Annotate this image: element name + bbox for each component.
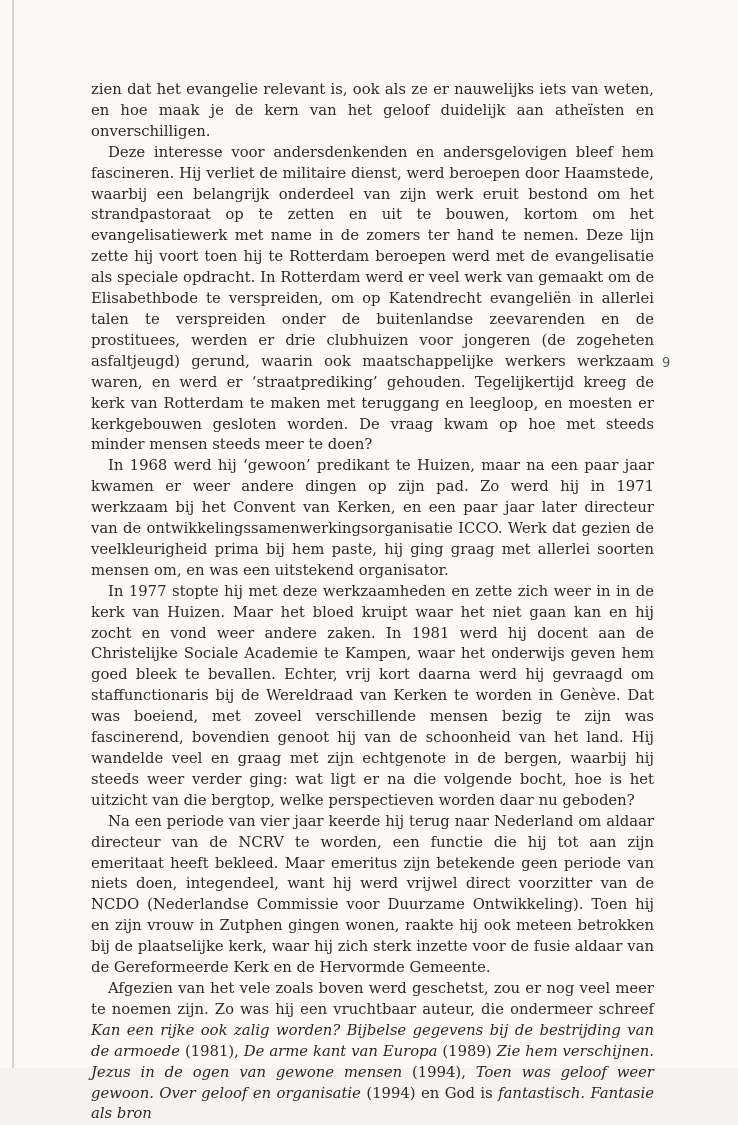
book-title: Toen was geloof weer gewoon. Over geloof en organisatie (91, 1063, 654, 1102)
book-title: De arme kant van Europa (243, 1042, 438, 1060)
page-gutter-line (12, 0, 14, 1068)
paragraph: In 1968 werd hij ‘gewoon’ predikant te Huizen, maar na een paar jaar kwamen er weer andere dingen op zijn pad. Zo werd hij in 1971 werkzaam bij het Convent van Kerken, en een paar jaar later directeur van de ontwikkelingssamenwerkingsorganisatie ICCO. Werk dat gezien de veelkleurigheid prima bij hem paste, hij ging graag met allerlei soorten mensen om, en was een uitstekend organisator. (91, 457, 654, 579)
text-run: (1981), (180, 1042, 244, 1060)
paragraph: Deze interesse voor andersdenkenden en andersgelovigen bleef hem fascineren. Hij verliet de militaire dienst, werd beroepen door Haamstede, waarbij een belangrijk onderdeel van zijn werk eruit bestond om het strandpastoraat op te zetten en uit te bouwen, kortom om het evangelisatiewerk met name in de zomers ter hand te nemen. Deze lijn zette hij voort toen hij te Rotterdam beroepen werd met de evangelisatie als speciale opdracht. In Rotterdam werd er veel werk van gemaakt om de Elisabethbode te verspreiden, om op Katendrecht evangeliën in allerlei talen te verspreiden onder de buitenlandse zeevarenden en de prostituees, werden er drie clubhuizen voor jongeren (de zogeheten asfaltjeugd) gerund, waarin ook maatschappelijke werkers werkzaam waren, en werd er ‘straatprediking’ gehouden. Tegelijkertijd kreeg de kerk van Rotterdam te maken met teruggang en leegloop, en moesten er kerkgebouwen gesloten worden. De vraag kwam op hoe met steeds minder mensen steeds meer te doen? (91, 143, 654, 454)
text-run: (1989) (437, 1042, 497, 1060)
body-text (91, 80, 654, 1125)
paragraph: In 1977 stopte hij met deze werkzaamheden en zette zich weer in in de kerk van Huizen. Maar het bloed kruipt waar het niet gaan kan en hij zocht en vond weer andere zaken. In 1981 werd hij docent aan de Christelijke Sociale Academie te Kampen, waar het onderwijs geven hem goed bleek te bevallen. Echter, vrij kort daarna werd hij gevraagd om staffunctionaris bij de Wereldraad van Kerken te worden in Genève. Dat was boeiend, met zoveel verschillende mensen bezig te zijn was fascinerend, bovendien genoot hij van de schoonheid van het land. Hij wandelde veel en graag met zijn echtgenote in de bergen, waarbij hij steeds weer verder ging: wat ligt er na die volgende bocht, hoe is het uitzicht van die bergtop, welke perspectieven worden daar nu geboden? (91, 582, 654, 809)
book-title: Kan een rijke ook zalig worden? Bijbelse gegevens bij de bestrijding van de armoede (91, 1021, 654, 1060)
paragraph-bibliography (91, 979, 654, 1125)
text-run: is (474, 1084, 499, 1102)
paragraph: Na een periode van vier jaar keerde hij terug naar Nederland om aldaar directeur van de NCRV te worden, een functie die hij tot aan zijn emeritaat heeft bekleed. Maar emeritus zijn betekende geen periode van niets doen, integendeel, want hij werd vrijwel direct voorzitter van de NCDO (Nederlandse Commissie voor Duurzame Ontwikkeling). Toen hij en zijn vrouw in Zutphen gingen wonen, raakte hij ook meteen betrokken bij de plaatselijke kerk, waar hij zich sterk inzette voor de fusie aldaar van de Gereformeerde Kerk en de Hervormde Gemeente. (91, 812, 654, 977)
paragraph: zien dat het evangelie relevant is, ook als ze er nauwelijks iets van weten, en hoe maak je de kern van het geloof duidelijk aan atheïsten en onverschilligen. (91, 81, 654, 140)
text-run: Afgezien van het vele zoals boven werd geschetst, zou er nog veel meer te noemen zijn. Zo was hij een vruchtbaar auteur, die ondermeer schreef (91, 979, 654, 1018)
page-number: 9 (662, 356, 671, 371)
text-run: (1994) en (360, 1084, 445, 1102)
book-title-plain: God (444, 1084, 475, 1102)
book-title: fantastisch. Fantasie als bron (91, 1084, 655, 1123)
text-run: (1994), (402, 1063, 476, 1081)
book-title: Zie hem verschijnen. Jezus in de ogen van gewone mensen (91, 1042, 654, 1081)
